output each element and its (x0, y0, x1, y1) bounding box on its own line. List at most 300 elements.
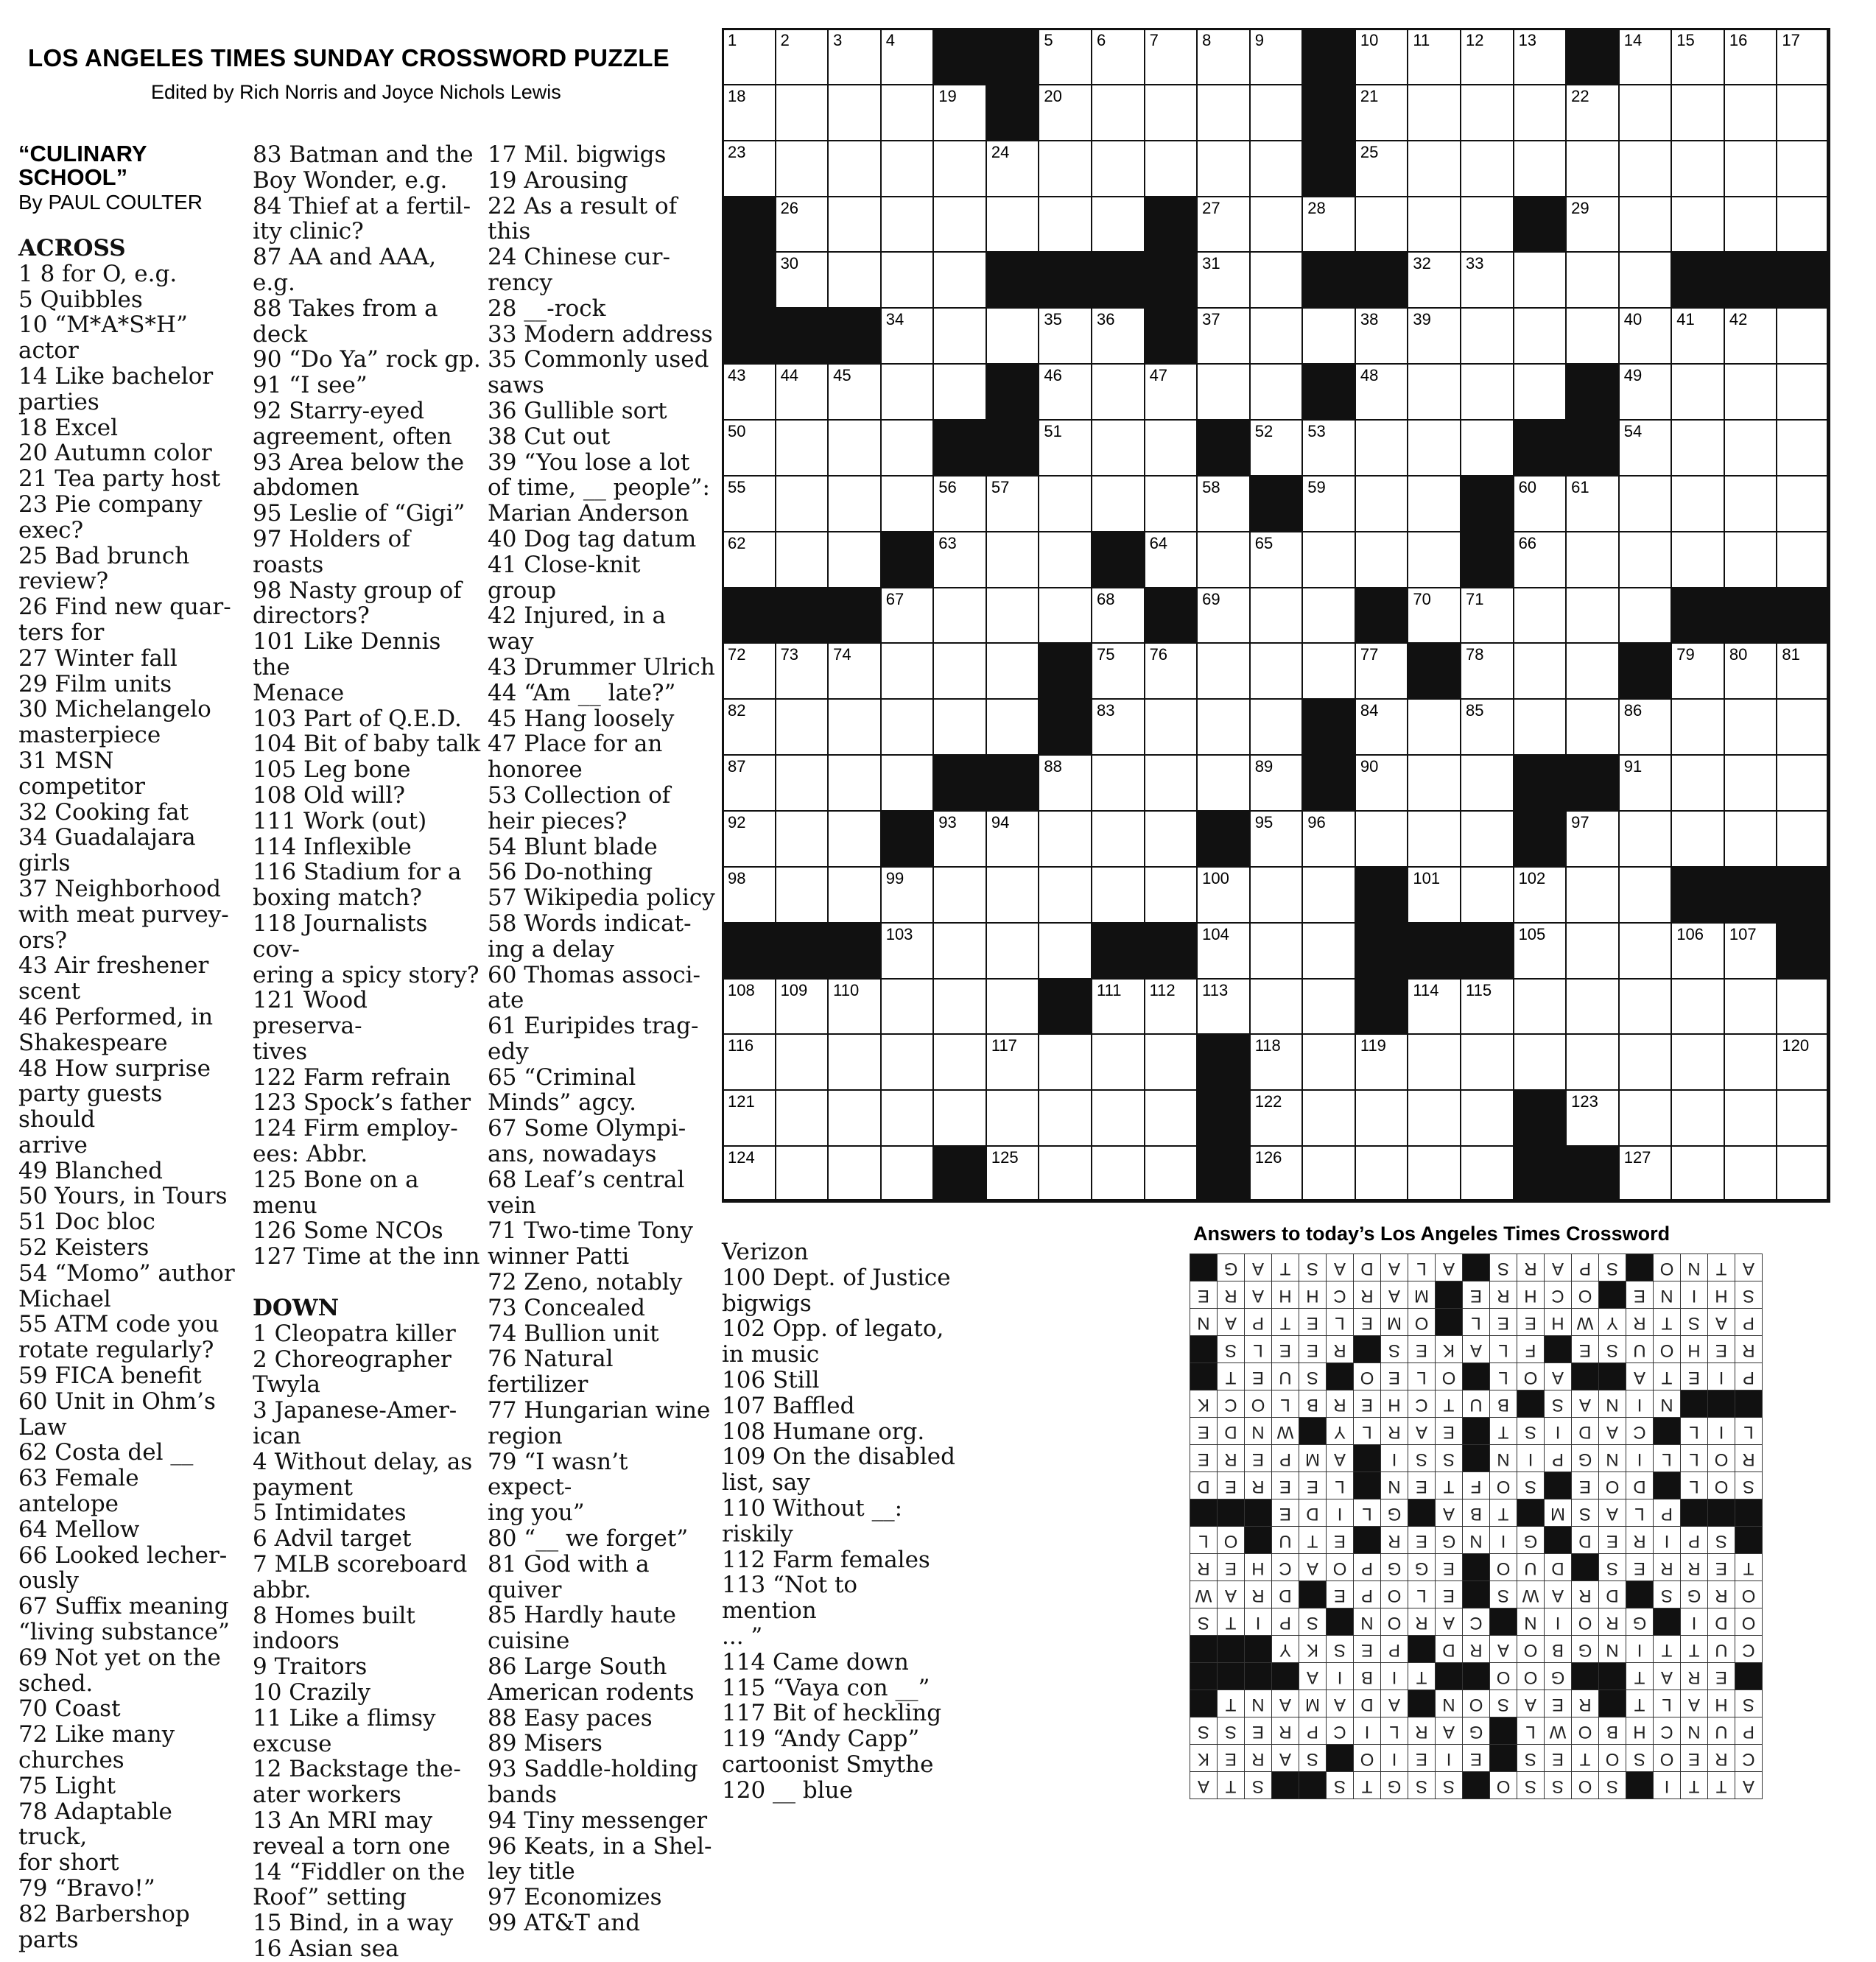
grid-cell[interactable] (1565, 1089, 1620, 1147)
grid-cell[interactable] (1196, 698, 1251, 756)
grid-cell[interactable] (1460, 698, 1514, 756)
grid-cell[interactable] (932, 1033, 987, 1091)
grid-cell[interactable] (1249, 28, 1304, 85)
grid-cell[interactable] (1565, 196, 1620, 253)
grid-cell[interactable] (932, 978, 987, 1036)
grid-cell[interactable] (1565, 866, 1620, 924)
grid-cell[interactable] (775, 28, 829, 85)
grid-cell[interactable] (1513, 698, 1567, 756)
grid-cell[interactable] (880, 363, 935, 421)
grid-cell[interactable] (827, 698, 882, 756)
grid-cell[interactable] (1038, 363, 1092, 421)
grid-cell[interactable] (1249, 1033, 1304, 1091)
grid-cell[interactable] (827, 475, 882, 532)
grid-cell[interactable] (827, 1089, 882, 1147)
grid-cell[interactable] (1724, 1145, 1778, 1203)
grid-cell[interactable] (1776, 475, 1830, 532)
grid-cell[interactable] (1776, 28, 1830, 85)
grid-cell[interactable] (1407, 28, 1461, 85)
grid-cell[interactable] (775, 1089, 829, 1147)
grid-cell[interactable] (1249, 307, 1304, 365)
grid-cell[interactable] (1565, 642, 1620, 700)
grid-cell[interactable] (1671, 531, 1725, 588)
grid-cell[interactable] (1724, 531, 1778, 588)
grid-cell[interactable] (1565, 810, 1620, 868)
grid-cell[interactable] (1618, 866, 1673, 924)
grid-cell[interactable] (1671, 140, 1725, 197)
grid-cell[interactable] (1776, 978, 1830, 1036)
grid-cell[interactable] (1565, 251, 1620, 309)
grid-cell[interactable] (1355, 810, 1409, 868)
grid-cell[interactable] (1301, 866, 1356, 924)
grid-cell[interactable] (722, 754, 776, 812)
grid-cell[interactable] (827, 531, 882, 588)
grid-cell[interactable] (1671, 698, 1725, 756)
grid-cell[interactable] (880, 1145, 935, 1203)
grid-cell[interactable] (1249, 1145, 1304, 1203)
grid-cell[interactable] (1355, 475, 1409, 532)
grid-cell[interactable] (1196, 642, 1251, 700)
grid-cell[interactable] (880, 84, 935, 141)
grid-cell[interactable] (1513, 978, 1567, 1036)
grid-cell[interactable] (1196, 84, 1251, 141)
grid-cell[interactable] (1038, 754, 1092, 812)
grid-cell[interactable] (932, 531, 987, 588)
grid-cell[interactable] (1513, 866, 1567, 924)
grid-cell[interactable] (827, 140, 882, 197)
grid-cell[interactable] (932, 196, 987, 253)
grid-cell[interactable] (1196, 307, 1251, 365)
grid-cell[interactable] (1671, 307, 1725, 365)
grid-cell[interactable] (1196, 363, 1251, 421)
grid-cell[interactable] (1724, 1033, 1778, 1091)
grid-cell[interactable] (1776, 1145, 1830, 1203)
grid-cell[interactable] (880, 698, 935, 756)
grid-cell[interactable] (827, 363, 882, 421)
grid-cell[interactable] (1407, 810, 1461, 868)
grid-cell[interactable] (932, 84, 987, 141)
grid-cell[interactable] (1671, 754, 1725, 812)
grid-cell[interactable] (1671, 1145, 1725, 1203)
grid-cell[interactable] (1565, 587, 1620, 644)
grid-cell[interactable] (1249, 84, 1304, 141)
grid-cell[interactable] (1460, 866, 1514, 924)
grid-cell[interactable] (880, 754, 935, 812)
grid-cell[interactable] (1038, 475, 1092, 532)
grid-cell[interactable] (1776, 698, 1830, 756)
grid-cell[interactable] (1144, 698, 1198, 756)
grid-cell[interactable] (932, 866, 987, 924)
grid-cell[interactable] (1407, 84, 1461, 141)
grid-cell[interactable] (932, 1089, 987, 1147)
grid-cell[interactable] (1091, 1145, 1145, 1203)
grid-cell[interactable] (1724, 28, 1778, 85)
grid-cell[interactable] (775, 1145, 829, 1203)
grid-cell[interactable] (1565, 922, 1620, 980)
grid-cell[interactable] (932, 587, 987, 644)
grid-cell[interactable] (932, 140, 987, 197)
grid-cell[interactable] (1618, 363, 1673, 421)
grid-cell[interactable] (722, 1033, 776, 1091)
grid-cell[interactable] (827, 754, 882, 812)
grid-cell[interactable] (1091, 475, 1145, 532)
grid-cell[interactable] (1407, 419, 1461, 477)
grid-cell[interactable] (1565, 84, 1620, 141)
grid-cell[interactable] (1249, 1089, 1304, 1147)
grid-cell[interactable] (1724, 307, 1778, 365)
grid-cell[interactable] (880, 1089, 935, 1147)
grid-cell[interactable] (1038, 307, 1092, 365)
grid-cell[interactable] (986, 698, 1040, 756)
grid-cell[interactable] (1091, 866, 1145, 924)
grid-cell[interactable] (986, 307, 1040, 365)
grid-cell[interactable] (1038, 84, 1092, 141)
grid-cell[interactable] (1249, 587, 1304, 644)
grid-cell[interactable] (1091, 1033, 1145, 1091)
grid-cell[interactable] (1038, 531, 1092, 588)
grid-cell[interactable] (1249, 978, 1304, 1036)
grid-cell[interactable] (880, 866, 935, 924)
grid-cell[interactable] (775, 419, 829, 477)
grid-cell[interactable] (1776, 531, 1830, 588)
grid-cell[interactable] (1301, 196, 1356, 253)
grid-cell[interactable] (1565, 698, 1620, 756)
grid-cell[interactable] (1091, 307, 1145, 365)
grid-cell[interactable] (1776, 196, 1830, 253)
grid-cell[interactable] (722, 28, 776, 85)
grid-cell[interactable] (1407, 196, 1461, 253)
grid-cell[interactable] (1144, 810, 1198, 868)
grid-cell[interactable] (775, 866, 829, 924)
grid-cell[interactable] (1407, 1145, 1461, 1203)
grid-cell[interactable] (1407, 363, 1461, 421)
grid-cell[interactable] (1407, 307, 1461, 365)
grid-cell[interactable] (1671, 810, 1725, 868)
grid-cell[interactable] (986, 531, 1040, 588)
grid-cell[interactable] (880, 28, 935, 85)
grid-cell[interactable] (1618, 196, 1673, 253)
grid-cell[interactable] (1091, 196, 1145, 253)
grid-cell[interactable] (1671, 196, 1725, 253)
grid-cell[interactable] (775, 475, 829, 532)
grid-cell[interactable] (1671, 84, 1725, 141)
grid-cell[interactable] (1144, 531, 1198, 588)
grid-cell[interactable] (722, 1089, 776, 1147)
grid-cell[interactable] (722, 698, 776, 756)
grid-cell[interactable] (1144, 28, 1198, 85)
grid-cell[interactable] (1407, 866, 1461, 924)
grid-cell[interactable] (1196, 978, 1251, 1036)
grid-cell[interactable] (1249, 363, 1304, 421)
grid-cell[interactable] (1355, 196, 1409, 253)
grid-cell[interactable] (1091, 810, 1145, 868)
grid-cell[interactable] (1724, 84, 1778, 141)
grid-cell[interactable] (1249, 196, 1304, 253)
grid-cell[interactable] (1091, 140, 1145, 197)
grid-cell[interactable] (1038, 28, 1092, 85)
grid-cell[interactable] (1301, 419, 1356, 477)
grid-cell[interactable] (1724, 196, 1778, 253)
grid-cell[interactable] (880, 587, 935, 644)
grid-cell[interactable] (1249, 866, 1304, 924)
grid-cell[interactable] (1460, 307, 1514, 365)
grid-cell[interactable] (1407, 587, 1461, 644)
grid-cell[interactable] (1460, 28, 1514, 85)
grid-cell[interactable] (1355, 1145, 1409, 1203)
grid-cell[interactable] (1355, 642, 1409, 700)
grid-cell[interactable] (1460, 363, 1514, 421)
grid-cell[interactable] (1091, 84, 1145, 141)
grid-cell[interactable] (1144, 1033, 1198, 1091)
grid-cell[interactable] (986, 1033, 1040, 1091)
grid-cell[interactable] (827, 642, 882, 700)
grid-cell[interactable] (986, 978, 1040, 1036)
grid-cell[interactable] (1618, 1033, 1673, 1091)
grid-cell[interactable] (1301, 642, 1356, 700)
grid-cell[interactable] (1091, 642, 1145, 700)
grid-cell[interactable] (1196, 251, 1251, 309)
grid-cell[interactable] (827, 810, 882, 868)
grid-cell[interactable] (1144, 1089, 1198, 1147)
grid-cell[interactable] (1618, 28, 1673, 85)
grid-cell[interactable] (986, 642, 1040, 700)
grid-cell[interactable] (1618, 1145, 1673, 1203)
grid-cell[interactable] (1196, 754, 1251, 812)
grid-cell[interactable] (1618, 475, 1673, 532)
grid-cell[interactable] (1513, 307, 1567, 365)
grid-cell[interactable] (827, 866, 882, 924)
grid-cell[interactable] (1513, 642, 1567, 700)
grid-cell[interactable] (1038, 587, 1092, 644)
grid-cell[interactable] (722, 140, 776, 197)
grid-cell[interactable] (1460, 587, 1514, 644)
grid-cell[interactable] (1724, 978, 1778, 1036)
grid-cell[interactable] (1038, 1089, 1092, 1147)
grid-cell[interactable] (1565, 307, 1620, 365)
grid-cell[interactable] (986, 810, 1040, 868)
grid-cell[interactable] (1196, 531, 1251, 588)
grid-cell[interactable] (1301, 475, 1356, 532)
grid-cell[interactable] (1091, 698, 1145, 756)
grid-cell[interactable] (1407, 475, 1461, 532)
grid-cell[interactable] (1355, 363, 1409, 421)
grid-cell[interactable] (1776, 363, 1830, 421)
grid-cell[interactable] (1091, 28, 1145, 85)
grid-cell[interactable] (775, 978, 829, 1036)
grid-cell[interactable] (722, 84, 776, 141)
grid-cell[interactable] (1460, 84, 1514, 141)
grid-cell[interactable] (775, 810, 829, 868)
grid-cell[interactable] (1513, 531, 1567, 588)
grid-cell[interactable] (775, 196, 829, 253)
grid-cell[interactable] (1513, 251, 1567, 309)
grid-cell[interactable] (1301, 922, 1356, 980)
grid-cell[interactable] (986, 587, 1040, 644)
grid-cell[interactable] (1460, 810, 1514, 868)
grid-cell[interactable] (1301, 531, 1356, 588)
grid-cell[interactable] (1038, 1033, 1092, 1091)
grid-cell[interactable] (1460, 419, 1514, 477)
grid-cell[interactable] (1618, 754, 1673, 812)
grid-cell[interactable] (932, 810, 987, 868)
grid-cell[interactable] (722, 978, 776, 1036)
grid-cell[interactable] (986, 475, 1040, 532)
grid-cell[interactable] (880, 251, 935, 309)
grid-cell[interactable] (1460, 196, 1514, 253)
grid-cell[interactable] (1671, 642, 1725, 700)
grid-cell[interactable] (1776, 1089, 1830, 1147)
grid-cell[interactable] (1196, 587, 1251, 644)
grid-cell[interactable] (1355, 698, 1409, 756)
grid-cell[interactable] (932, 642, 987, 700)
grid-cell[interactable] (932, 251, 987, 309)
grid-cell[interactable] (1038, 1145, 1092, 1203)
grid-cell[interactable] (1513, 475, 1567, 532)
grid-cell[interactable] (1407, 698, 1461, 756)
grid-cell[interactable] (880, 307, 935, 365)
grid-cell[interactable] (1513, 28, 1567, 85)
grid-cell[interactable] (1196, 922, 1251, 980)
grid-cell[interactable] (932, 475, 987, 532)
grid-cell[interactable] (1724, 475, 1778, 532)
grid-cell[interactable] (1776, 810, 1830, 868)
grid-cell[interactable] (1301, 1033, 1356, 1091)
grid-cell[interactable] (1460, 642, 1514, 700)
grid-cell[interactable] (1355, 28, 1409, 85)
grid-cell[interactable] (722, 363, 776, 421)
grid-cell[interactable] (1038, 866, 1092, 924)
grid-cell[interactable] (880, 642, 935, 700)
grid-cell[interactable] (1144, 754, 1198, 812)
grid-cell[interactable] (1618, 1089, 1673, 1147)
grid-cell[interactable] (1671, 978, 1725, 1036)
grid-cell[interactable] (932, 363, 987, 421)
grid-cell[interactable] (1724, 642, 1778, 700)
grid-cell[interactable] (1724, 810, 1778, 868)
grid-cell[interactable] (1724, 698, 1778, 756)
grid-cell[interactable] (722, 419, 776, 477)
grid-cell[interactable] (1144, 475, 1198, 532)
grid-cell[interactable] (932, 922, 987, 980)
grid-cell[interactable] (1671, 363, 1725, 421)
grid-cell[interactable] (827, 1033, 882, 1091)
grid-cell[interactable] (1144, 642, 1198, 700)
grid-cell[interactable] (1513, 140, 1567, 197)
grid-cell[interactable] (827, 978, 882, 1036)
grid-cell[interactable] (1407, 1089, 1461, 1147)
grid-cell[interactable] (775, 84, 829, 141)
grid-cell[interactable] (1618, 978, 1673, 1036)
grid-cell[interactable] (1355, 307, 1409, 365)
grid-cell[interactable] (1618, 307, 1673, 365)
grid-cell[interactable] (1565, 140, 1620, 197)
grid-cell[interactable] (1671, 922, 1725, 980)
grid-cell[interactable] (1460, 251, 1514, 309)
grid-cell[interactable] (986, 866, 1040, 924)
grid-cell[interactable] (1144, 866, 1198, 924)
grid-cell[interactable] (775, 1033, 829, 1091)
grid-cell[interactable] (775, 251, 829, 309)
grid-cell[interactable] (1249, 251, 1304, 309)
grid-cell[interactable] (1776, 1033, 1830, 1091)
grid-cell[interactable] (1671, 1089, 1725, 1147)
grid-cell[interactable] (1513, 1033, 1567, 1091)
grid-cell[interactable] (1301, 307, 1356, 365)
grid-cell[interactable] (1618, 587, 1673, 644)
grid-cell[interactable] (1301, 978, 1356, 1036)
grid-cell[interactable] (986, 140, 1040, 197)
grid-cell[interactable] (1144, 978, 1198, 1036)
grid-cell[interactable] (1618, 251, 1673, 309)
grid-cell[interactable] (932, 698, 987, 756)
grid-cell[interactable] (1513, 84, 1567, 141)
grid-cell[interactable] (1460, 1145, 1514, 1203)
grid-cell[interactable] (827, 419, 882, 477)
grid-cell[interactable] (1091, 1089, 1145, 1147)
grid-cell[interactable] (1196, 196, 1251, 253)
grid-cell[interactable] (1407, 1033, 1461, 1091)
grid-cell[interactable] (1618, 140, 1673, 197)
grid-cell[interactable] (1038, 196, 1092, 253)
grid-cell[interactable] (880, 922, 935, 980)
grid-cell[interactable] (775, 642, 829, 700)
grid-cell[interactable] (880, 140, 935, 197)
grid-cell[interactable] (1618, 810, 1673, 868)
grid-cell[interactable] (1196, 866, 1251, 924)
grid-cell[interactable] (880, 978, 935, 1036)
grid-cell[interactable] (1355, 1089, 1409, 1147)
grid-cell[interactable] (1724, 1089, 1778, 1147)
grid-cell[interactable] (1091, 419, 1145, 477)
grid-cell[interactable] (1407, 754, 1461, 812)
grid-cell[interactable] (1144, 84, 1198, 141)
grid-cell[interactable] (1513, 922, 1567, 980)
grid-cell[interactable] (1301, 1089, 1356, 1147)
grid-cell[interactable] (1249, 531, 1304, 588)
grid-cell[interactable] (1724, 754, 1778, 812)
grid-cell[interactable] (880, 475, 935, 532)
grid-cell[interactable] (1144, 419, 1198, 477)
grid-cell[interactable] (775, 754, 829, 812)
grid-cell[interactable] (1618, 922, 1673, 980)
grid-cell[interactable] (1355, 1033, 1409, 1091)
grid-cell[interactable] (1144, 140, 1198, 197)
grid-cell[interactable] (1301, 1145, 1356, 1203)
grid-cell[interactable] (1091, 978, 1145, 1036)
grid-cell[interactable] (1249, 810, 1304, 868)
grid-cell[interactable] (1355, 531, 1409, 588)
grid-cell[interactable] (1249, 754, 1304, 812)
grid-cell[interactable] (1724, 419, 1778, 477)
grid-cell[interactable] (722, 475, 776, 532)
grid-cell[interactable] (1407, 140, 1461, 197)
grid-cell[interactable] (1513, 363, 1567, 421)
grid-cell[interactable] (1355, 754, 1409, 812)
grid-cell[interactable] (1144, 1145, 1198, 1203)
grid-cell[interactable] (1407, 251, 1461, 309)
grid-cell[interactable] (1565, 1033, 1620, 1091)
grid-cell[interactable] (722, 531, 776, 588)
grid-cell[interactable] (1724, 363, 1778, 421)
grid-cell[interactable] (1038, 810, 1092, 868)
grid-cell[interactable] (827, 1145, 882, 1203)
grid-cell[interactable] (1565, 531, 1620, 588)
grid-cell[interactable] (722, 866, 776, 924)
grid-cell[interactable] (1196, 28, 1251, 85)
grid-cell[interactable] (827, 251, 882, 309)
grid-cell[interactable] (1038, 419, 1092, 477)
grid-cell[interactable] (1460, 1033, 1514, 1091)
